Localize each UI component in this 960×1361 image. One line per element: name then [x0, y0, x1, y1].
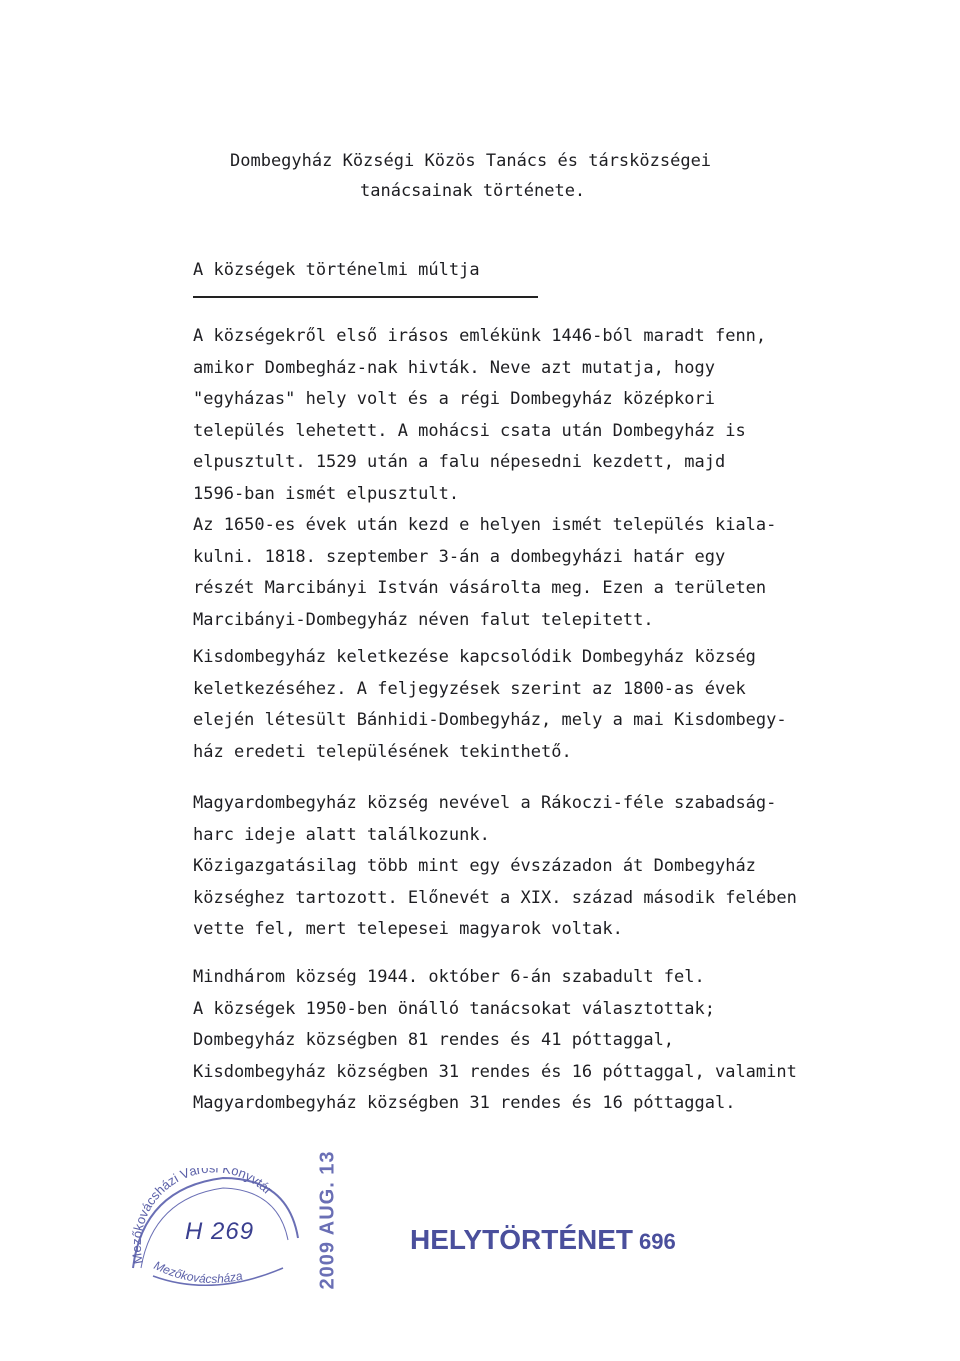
text-line: település lehetett. A mohácsi csata után Dombegyház is — [193, 420, 746, 441]
text-line: Kisdombegyház községben 31 rendes és 16 póttaggal, valamint — [193, 1061, 797, 1082]
text-line: Kisdombegyház keletkezése kapcsolódik Dombegyház község — [193, 647, 756, 667]
paragraph-history-dombegyhaz — [193, 321, 776, 636]
date-stamp — [288, 1150, 368, 1290]
svg-text:Mezőkovácsháza — [152, 1258, 244, 1286]
stamp-bottom-text: Mezőkovácsháza — [151, 1258, 244, 1287]
title-line-2: tanácsainak története. — [360, 181, 586, 201]
section-heading: A községek történelmi múltja — [193, 260, 480, 280]
collection-number: 696 — [639, 1229, 676, 1254]
text-line: Közigazgatásilag több mint egy évszázadon át Dombegyház — [193, 856, 756, 876]
text-line: vette fel, mert telepesei magyarok voltak. — [193, 919, 623, 939]
text-line: A községek 1950-ben önálló tanácsokat választottak; — [193, 998, 715, 1019]
stamp-text: Mezőkovácsházi Váro Könyvtár — [128, 1168, 276, 1266]
document-title — [230, 146, 711, 206]
text-line: részét Marcibányi István vásárolta meg. Ezen a területen — [193, 578, 767, 598]
text-line: amikor Dombegház-nak hivták. Neve azt mutatja, hogy — [193, 357, 715, 378]
text-line: harc ideje alatt találkozunk. — [193, 824, 490, 845]
text-line: "egyházas" hely volt és a régi Dombegyház középkori — [193, 389, 715, 409]
paragraph-liberation-councils — [193, 962, 797, 1120]
collection-label-text: HELYTÖRTÉNET — [410, 1224, 633, 1255]
text-line: ház eredeti településének tekinthető. — [193, 741, 572, 762]
text-line: 1596-ban ismét elpusztult. — [193, 483, 460, 504]
text-line: Az 1650-es évek után kezd e helyen ismét település kiala- — [193, 515, 777, 535]
text-line: Magyardombegyház község nevével a Rákoczi-féle szabadság- — [193, 793, 777, 813]
paragraph-kisdombegyhaz — [193, 642, 787, 768]
text-line: Dombegyház községben 81 rendes és 41 póttaggal, — [193, 1030, 675, 1050]
paragraph-magyardombegyhaz — [193, 788, 797, 946]
text-line: Mindhárom község 1944. október 6-án szabadult fel. — [193, 967, 705, 987]
text-line: Magyardombegyház községben 31 rendes és 16 póttaggal. — [193, 1093, 736, 1113]
inventory-number: H 269 — [185, 1218, 255, 1245]
text-line: elején létesült Bánhidi-Dombegyház, mely a mai Kisdombegy- — [193, 710, 787, 730]
text-line: kulni. 1818. szeptember 3-án a dombegyházi határ egy — [193, 546, 726, 567]
text-line: Marcibányi-Dombegyház néven falut telepitett. — [193, 609, 654, 630]
title-line-1: Dombegyház Községi Közös Tanács és társközségei — [230, 151, 712, 171]
text-line: elpusztult. 1529 után a falu népesedni kezdett, majd — [193, 452, 726, 472]
heading-underline — [193, 296, 538, 298]
date-stamp-text: 2009 AUG. 13 — [316, 1150, 339, 1290]
collection-label — [410, 1224, 676, 1256]
text-line: községhez tartozott. Előnevét a XIX. század második felében — [193, 887, 797, 908]
text-line: keletkezéséhez. A feljegyzések szerint az 1800-as évek — [193, 678, 746, 699]
text-line: A községekről első irásos emlékünk 1446-ból maradt fenn, — [193, 326, 767, 346]
